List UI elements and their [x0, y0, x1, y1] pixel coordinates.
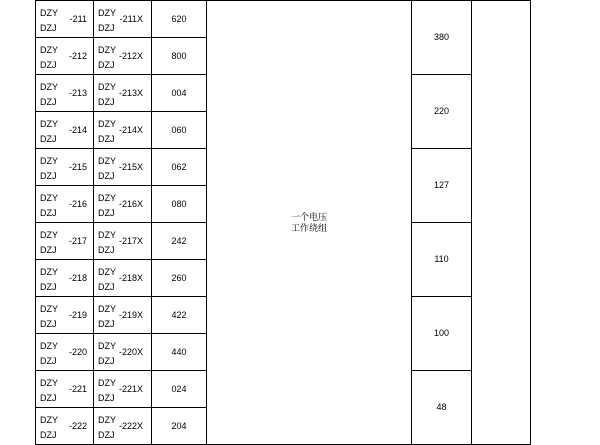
- model-cell: [36, 149, 94, 186]
- model-line-1: DZY: [40, 377, 58, 388]
- model-line-2: DZJ: [40, 318, 57, 329]
- alt-suffix: -216X: [118, 198, 143, 209]
- model-cell: [36, 186, 94, 223]
- alt-model-cell: [94, 38, 152, 75]
- alt-line-2: DZJ: [98, 96, 115, 107]
- alt-line-1: DZY: [98, 266, 116, 277]
- voltage-cell: 110: [412, 223, 472, 297]
- model-line-1: DZY: [40, 266, 58, 277]
- code-cell: 024: [152, 371, 207, 408]
- alt-line-1: DZY: [98, 340, 116, 351]
- alt-suffix: -220X: [118, 346, 143, 357]
- code-cell: 004: [152, 75, 207, 112]
- model-suffix: -217: [68, 235, 87, 246]
- alt-model-cell: [94, 1, 152, 38]
- alt-line-2: DZJ: [98, 170, 115, 181]
- code-cell: 080: [152, 186, 207, 223]
- alt-model-cell: [94, 149, 152, 186]
- model-line-2: DZJ: [40, 281, 57, 292]
- model-line-1: DZY: [40, 7, 58, 18]
- model-cell: [36, 408, 94, 445]
- alt-suffix: -217X: [118, 235, 143, 246]
- model-suffix: -222: [68, 420, 87, 431]
- model-line-2: DZJ: [40, 244, 57, 255]
- alt-line-2: DZJ: [98, 392, 115, 403]
- model-suffix: -219: [68, 309, 87, 320]
- alt-line-2: DZJ: [98, 22, 115, 33]
- alt-model-cell: [94, 223, 152, 260]
- code-cell: 620: [152, 1, 207, 38]
- model-cell: [36, 112, 94, 149]
- voltage-cell: 127: [412, 149, 472, 223]
- code-cell: 260: [152, 260, 207, 297]
- alt-suffix: -214X: [118, 124, 143, 135]
- voltage-cell: 380: [412, 1, 472, 75]
- code-cell: 422: [152, 297, 207, 334]
- model-suffix: -215: [68, 161, 87, 172]
- model-line-1: DZY: [40, 81, 58, 92]
- model-cell: [36, 75, 94, 112]
- model-cell: [36, 371, 94, 408]
- winding-note-cell: [207, 1, 412, 445]
- alt-line-1: DZY: [98, 377, 116, 388]
- model-line-1: DZY: [40, 44, 58, 55]
- alt-line-1: DZY: [98, 155, 116, 166]
- model-cell: [36, 223, 94, 260]
- model-cell: [36, 334, 94, 371]
- alt-suffix: -221X: [118, 383, 143, 394]
- alt-suffix: -218X: [118, 272, 143, 283]
- alt-model-cell: [94, 260, 152, 297]
- model-line-1: DZY: [40, 155, 58, 166]
- alt-model-cell: [94, 371, 152, 408]
- alt-suffix: -213X: [118, 87, 143, 98]
- model-line-2: DZJ: [40, 59, 57, 70]
- alt-model-cell: [94, 112, 152, 149]
- code-cell: 204: [152, 408, 207, 445]
- alt-suffix: -212X: [118, 50, 143, 61]
- model-line-2: DZJ: [40, 392, 57, 403]
- model-line-2: DZJ: [40, 429, 57, 440]
- model-suffix: -213: [68, 87, 87, 98]
- model-cell: [36, 1, 94, 38]
- model-line-2: DZJ: [40, 355, 57, 366]
- model-cell: [36, 260, 94, 297]
- model-line-1: DZY: [40, 192, 58, 203]
- alt-model-cell: [94, 334, 152, 371]
- alt-line-1: DZY: [98, 81, 116, 92]
- alt-line-2: DZJ: [98, 429, 115, 440]
- model-line-1: DZY: [40, 303, 58, 314]
- model-suffix: -211: [69, 13, 87, 24]
- winding-note-line-1: 一个电压: [290, 212, 327, 223]
- model-suffix: -212: [68, 50, 87, 61]
- table-row: [36, 1, 531, 38]
- model-line-1: DZY: [40, 340, 58, 351]
- alt-line-2: DZJ: [98, 281, 115, 292]
- alt-model-cell: [94, 408, 152, 445]
- alt-line-1: DZY: [98, 192, 116, 203]
- model-line-1: DZY: [40, 118, 58, 129]
- model-line-2: DZJ: [40, 133, 57, 144]
- alt-model-cell: [94, 297, 152, 334]
- model-cell: [36, 38, 94, 75]
- alt-line-1: DZY: [98, 229, 116, 240]
- winding-note-line-2: 工作绕组: [290, 222, 327, 233]
- alt-model-cell: [94, 186, 152, 223]
- alt-suffix: -222X: [118, 420, 143, 431]
- alt-line-1: DZY: [98, 7, 116, 18]
- alt-line-1: DZY: [98, 414, 116, 425]
- specification-table: [35, 0, 531, 445]
- voltage-cell: 48: [412, 371, 472, 445]
- model-suffix: -216: [68, 198, 87, 209]
- voltage-cell: 100: [412, 297, 472, 371]
- code-cell: 242: [152, 223, 207, 260]
- alt-suffix: -219X: [118, 309, 143, 320]
- model-suffix: -214: [68, 124, 87, 135]
- voltage-cell: 220: [412, 75, 472, 149]
- model-line-2: DZJ: [40, 22, 57, 33]
- code-cell: 060: [152, 112, 207, 149]
- alt-suffix: -211X: [119, 13, 143, 24]
- alt-line-2: DZJ: [98, 207, 115, 218]
- code-cell: 800: [152, 38, 207, 75]
- alt-line-2: DZJ: [98, 244, 115, 255]
- alt-line-1: DZY: [98, 118, 116, 129]
- model-suffix: -221: [68, 383, 87, 394]
- blank-column-cell: [472, 1, 531, 445]
- code-cell: 062: [152, 149, 207, 186]
- model-suffix: -220: [68, 346, 87, 357]
- alt-line-2: DZJ: [98, 59, 115, 70]
- model-line-2: DZJ: [40, 207, 57, 218]
- model-cell: [36, 297, 94, 334]
- code-cell: 440: [152, 334, 207, 371]
- model-suffix: -218: [68, 272, 87, 283]
- model-line-2: DZJ: [40, 96, 57, 107]
- alt-line-1: DZY: [98, 303, 116, 314]
- model-line-1: DZY: [40, 414, 58, 425]
- alt-suffix: -215X: [118, 161, 143, 172]
- alt-line-1: DZY: [98, 44, 116, 55]
- alt-model-cell: [94, 75, 152, 112]
- alt-line-2: DZJ: [98, 355, 115, 366]
- model-line-2: DZJ: [40, 170, 57, 181]
- model-line-1: DZY: [40, 229, 58, 240]
- alt-line-2: DZJ: [98, 133, 115, 144]
- alt-line-2: DZJ: [98, 318, 115, 329]
